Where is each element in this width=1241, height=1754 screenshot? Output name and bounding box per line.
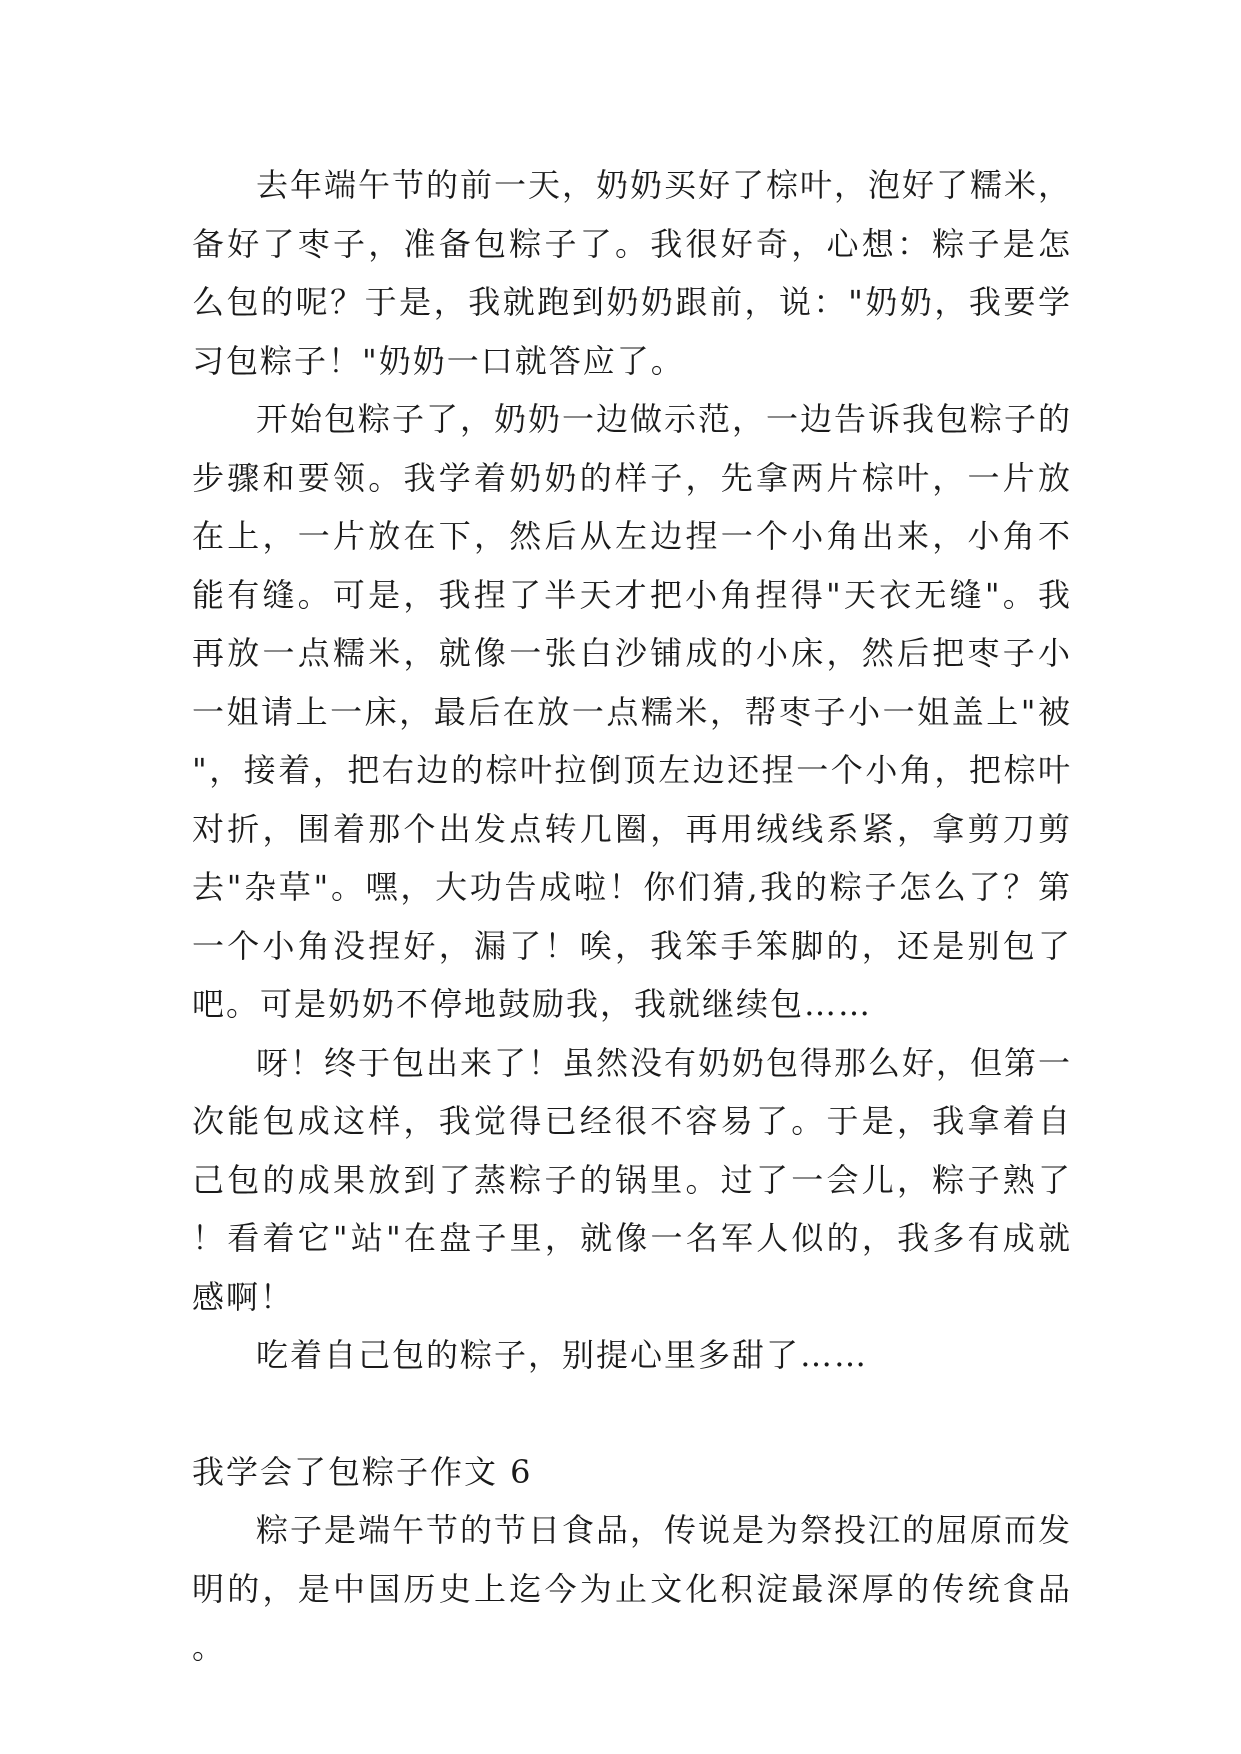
paragraph-5: 粽子是端午节的节日食品，传说是为祭投江的屈原而发明的，是中国历史上迄今为止文化积淀最深厚的传统食品。 bbox=[192, 1511, 1073, 1666]
paragraph-3: 呀！终于包出来了！虽然没有奶奶包得那么好，但第一次能包成这样，我觉得已经很不容易了。于是，我拿着自己包的成果放到了蒸粽子的锅里。过了一会儿，粽子熟了！看着它"站"在盘子里，就像一名军人似的，我多有成就感啊！ bbox=[192, 1043, 1073, 1316]
paragraph-1: 去年端午节的前一天，奶奶买好了棕叶，泡好了糯米，备好了枣子，准备包粽子了。我很好奇，心想：粽子是怎么包的呢？于是，我就跑到奶奶跟前，说："奶奶，我要学习包粽子！"奶奶一口就答应了。 bbox=[192, 166, 1073, 380]
document-body bbox=[192, 156, 1072, 1677]
paragraph-2: 开始包粽子了，奶奶一边做示范，一边告诉我包粽子的步骤和要领。我学着奶奶的样子，先拿两片棕叶，一片放在上，一片放在下，然后从左边捏一个小角出来，小角不能有缝。可是，我捏了半天才把小角捏得"天衣无缝"。我再放一点糯米，就像一张白沙铺成的小床，然后把枣子小一姐请上一床，最后在放一点糯米，帮枣子小一姐盖上"被"，接着，把右边的棕叶拉倒顶左边还捏一个小角，把棕叶对折，围着那个出发点转几圈，再用绒线系紧，拿剪刀剪去"杂草"。嘿，大功告成啦！你们猜,我的粽子怎么了？第一个小角没捏好，漏了！唉，我笨手笨脚的，还是别包了吧。可是奶奶不停地鼓励我，我就继续包…… bbox=[192, 400, 1073, 1023]
section-heading: 我学会了包粽子作文 6 bbox=[192, 1452, 533, 1491]
paragraph-4: 吃着自己包的粽子，别提心里多甜了…… bbox=[256, 1336, 869, 1374]
